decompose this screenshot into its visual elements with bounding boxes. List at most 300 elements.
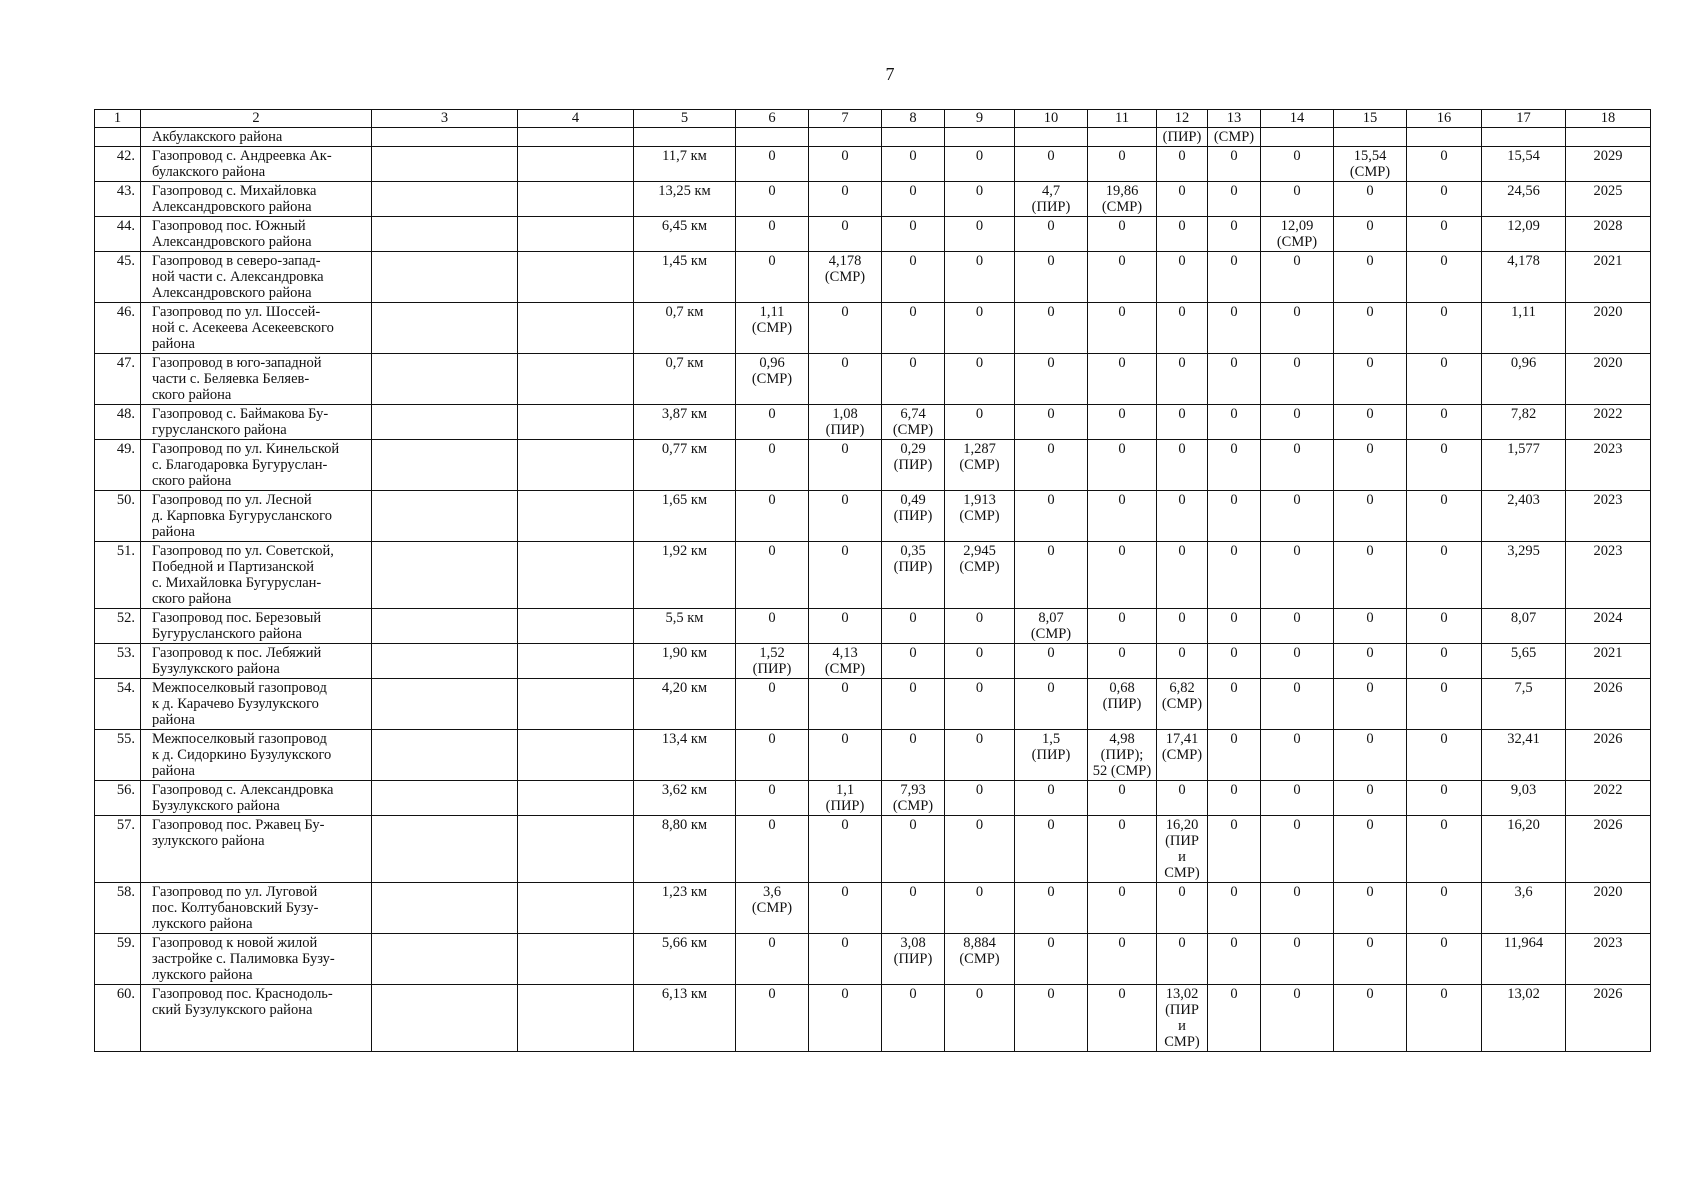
col-14-cell-text: 0	[1293, 304, 1301, 320]
col-10-cell-text: 0	[1047, 645, 1055, 661]
col-9-cell-text: 0	[975, 304, 984, 320]
object-name-cell	[141, 985, 372, 1052]
col-10-cell	[1015, 405, 1088, 440]
col-13-cell	[1208, 730, 1261, 781]
col-12-cell-text: 0	[1178, 441, 1186, 457]
empty-cell	[372, 985, 518, 1052]
col-12-cell	[1157, 128, 1208, 147]
col-10-cell	[1015, 883, 1088, 934]
object-name-cell-text: Газопровод к пос. Лебяжий Бузулукского района	[152, 645, 322, 677]
col-12-cell-text: 6,82 (СМР)	[1161, 680, 1203, 712]
col-13-cell	[1208, 679, 1261, 730]
object-name-cell	[141, 679, 372, 730]
col-17-cell	[1482, 147, 1566, 182]
col-16-cell	[1407, 730, 1482, 781]
col-10-cell-text: 0	[1047, 543, 1055, 559]
col-17-cell	[1482, 934, 1566, 985]
col-7-cell-text: 1,1 (ПИР)	[825, 782, 865, 814]
col-16-cell	[1407, 182, 1482, 217]
column-number-row	[95, 110, 1651, 128]
col-16-cell	[1407, 303, 1482, 354]
col-11-cell-text: 0	[1118, 441, 1126, 457]
col-18-cell-text: 2025	[1593, 183, 1623, 199]
col-9-cell-text: 1,287 (СМР)	[959, 441, 1000, 473]
col-7-cell	[809, 816, 882, 883]
col-18-cell	[1566, 883, 1651, 934]
col-14-cell	[1261, 781, 1334, 816]
col-7-cell-text: 0	[841, 610, 849, 626]
col-18-cell-text: 2026	[1593, 731, 1623, 747]
col-15-cell-text: 0	[1366, 253, 1374, 269]
table-row	[95, 252, 1651, 303]
col-16-cell-text: 0	[1440, 148, 1448, 164]
col-9-cell	[945, 491, 1015, 542]
col-9-cell-text: 0	[975, 355, 984, 371]
col-17-cell-text: 7,5	[1514, 680, 1533, 696]
empty-cell	[518, 985, 634, 1052]
col-9-cell	[945, 644, 1015, 679]
col-18-cell	[1566, 440, 1651, 491]
col-16-cell-text: 0	[1440, 782, 1448, 798]
length-cell-text: 3,87 км	[661, 406, 708, 422]
column-header-10: 10	[1015, 110, 1088, 128]
col-15-cell	[1334, 182, 1407, 217]
col-16-cell-text: 0	[1440, 492, 1448, 508]
row-number-cell-text: 48.	[116, 406, 135, 422]
col-17-cell-text: 4,178	[1507, 253, 1540, 269]
col-11-cell-text: 0	[1118, 148, 1126, 164]
col-18-cell-text: 2026	[1593, 986, 1623, 1002]
col-7-cell-text: 0	[841, 986, 849, 1002]
col-6-cell	[736, 182, 809, 217]
col-16-cell	[1407, 440, 1482, 491]
col-15-cell-text: 0	[1366, 183, 1374, 199]
empty-cell	[372, 609, 518, 644]
col-6-cell-text: 0	[768, 610, 776, 626]
col-17-cell	[1482, 679, 1566, 730]
col-13-cell-text: 0	[1230, 355, 1238, 371]
empty-cell	[1088, 128, 1157, 147]
col-9-cell-text: 0	[975, 406, 984, 422]
col-12-cell-text: 0	[1178, 148, 1186, 164]
col-10-cell	[1015, 730, 1088, 781]
col-10-cell-text: 4,7 (ПИР)	[1031, 183, 1071, 215]
col-13-cell	[1208, 644, 1261, 679]
col-14-cell-text: 0	[1293, 884, 1301, 900]
col-12-cell	[1157, 781, 1208, 816]
col-11-cell-text: 19,86 (СМР)	[1101, 183, 1143, 215]
col-17-cell-text: 5,65	[1510, 645, 1537, 661]
length-cell	[634, 147, 736, 182]
col-12-cell	[1157, 679, 1208, 730]
col-17-cell-text: 3,295	[1507, 543, 1540, 559]
col-18-cell	[1566, 730, 1651, 781]
col-6-cell	[736, 644, 809, 679]
col-8-cell-text: 3,08 (ПИР)	[893, 935, 933, 967]
col-10-cell-text: 0	[1047, 935, 1055, 951]
col-14-cell-text: 0	[1293, 817, 1301, 833]
row-number-cell-text: 51.	[116, 543, 135, 559]
col-13-cell-text: (СМР)	[1213, 129, 1255, 145]
col-18-cell	[1566, 816, 1651, 883]
row-number-cell	[95, 883, 141, 934]
col-16-cell	[1407, 354, 1482, 405]
col-17-cell-text: 12,09	[1507, 218, 1540, 234]
col-10-cell	[1015, 217, 1088, 252]
col-13-cell-text: 0	[1230, 148, 1238, 164]
col-11-cell	[1088, 883, 1157, 934]
col-10-cell-text: 0	[1047, 441, 1055, 457]
col-6-cell-text: 0	[768, 731, 776, 747]
col-15-cell-text: 0	[1366, 645, 1374, 661]
col-14-cell-text: 0	[1293, 406, 1301, 422]
col-14-cell	[1261, 354, 1334, 405]
col-8-cell-text: 0,29 (ПИР)	[893, 441, 933, 473]
col-12-cell	[1157, 405, 1208, 440]
col-7-cell-text: 0	[841, 148, 849, 164]
table-row	[95, 217, 1651, 252]
col-14-cell	[1261, 217, 1334, 252]
col-15-cell	[1334, 252, 1407, 303]
col-11-cell-text: 0	[1118, 935, 1126, 951]
row-number-cell-text: 53.	[116, 645, 135, 661]
col-17-cell	[1482, 730, 1566, 781]
col-16-cell	[1407, 542, 1482, 609]
col-7-cell-text: 4,178 (СМР)	[824, 253, 866, 285]
object-name-cell-text: Газопровод по ул. Советской, Победной и Партизанской с. Михайловка Бугуруслан- ского района	[152, 543, 334, 607]
row-number-cell-text: 47.	[116, 355, 135, 371]
col-14-cell	[1261, 491, 1334, 542]
col-13-cell	[1208, 217, 1261, 252]
col-6-cell	[736, 491, 809, 542]
column-header-13: 13	[1208, 110, 1261, 128]
empty-cell	[634, 128, 736, 147]
col-11-cell-text: 0	[1118, 884, 1126, 900]
length-cell	[634, 440, 736, 491]
col-7-cell	[809, 730, 882, 781]
col-15-cell-text: 0	[1366, 817, 1374, 833]
col-13-cell	[1208, 303, 1261, 354]
col-8-cell-text: 0,35 (ПИР)	[893, 543, 933, 575]
col-6-cell	[736, 440, 809, 491]
length-cell-text: 6,13 км	[661, 986, 708, 1002]
col-6-cell-text: 0	[768, 406, 776, 422]
empty-cell	[372, 883, 518, 934]
col-13-cell-text: 0	[1230, 253, 1238, 269]
length-cell-text: 4,20 км	[661, 680, 708, 696]
col-10-cell-text: 0	[1047, 986, 1055, 1002]
col-18-cell	[1566, 934, 1651, 985]
col-9-cell	[945, 609, 1015, 644]
col-13-cell-text: 0	[1230, 935, 1238, 951]
row-number-cell-text: 52.	[116, 610, 135, 626]
col-15-cell	[1334, 147, 1407, 182]
empty-cell	[372, 816, 518, 883]
col-9-cell	[945, 883, 1015, 934]
col-11-cell	[1088, 781, 1157, 816]
col-6-cell-text: 0	[768, 253, 776, 269]
col-9-cell	[945, 542, 1015, 609]
col-14-cell-text: 0	[1293, 543, 1301, 559]
col-12-cell-text: 0	[1178, 253, 1186, 269]
col-15-cell	[1334, 883, 1407, 934]
col-10-cell	[1015, 542, 1088, 609]
object-name-cell	[141, 491, 372, 542]
object-name-cell	[141, 644, 372, 679]
col-12-cell	[1157, 182, 1208, 217]
empty-cell	[1407, 128, 1482, 147]
col-11-cell	[1088, 609, 1157, 644]
object-name-cell	[141, 217, 372, 252]
table-row	[95, 934, 1651, 985]
column-header-1: 1	[95, 110, 141, 128]
col-11-cell-text: 0,68 (ПИР)	[1102, 680, 1142, 712]
col-9-cell	[945, 303, 1015, 354]
col-12-cell	[1157, 883, 1208, 934]
column-header-9: 9	[945, 110, 1015, 128]
empty-cell	[372, 128, 518, 147]
page-number: 7	[885, 64, 895, 84]
col-12-cell-text: 0	[1178, 183, 1186, 199]
length-cell-text: 11,7 км	[662, 148, 707, 164]
length-cell-text: 1,45 км	[661, 253, 708, 269]
col-17-cell	[1482, 542, 1566, 609]
col-18-cell-text: 2021	[1593, 645, 1623, 661]
col-8-cell	[882, 440, 945, 491]
object-name-cell	[141, 354, 372, 405]
row-number-cell	[95, 679, 141, 730]
col-16-cell-text: 0	[1440, 543, 1448, 559]
length-cell-text: 3,62 км	[661, 782, 708, 798]
col-8-cell-text: 0	[909, 183, 917, 199]
col-15-cell	[1334, 730, 1407, 781]
empty-cell	[372, 440, 518, 491]
col-8-cell	[882, 252, 945, 303]
object-name-cell-text: Акбулакского района	[152, 129, 283, 145]
col-10-cell-text: 0	[1047, 253, 1055, 269]
col-15-cell-text: 0	[1366, 731, 1374, 747]
col-10-cell	[1015, 679, 1088, 730]
col-11-cell-text: 0	[1118, 253, 1126, 269]
col-12-cell	[1157, 252, 1208, 303]
col-15-cell	[1334, 491, 1407, 542]
continuation-row	[95, 128, 1651, 147]
length-cell	[634, 781, 736, 816]
row-number-cell-text: 45.	[116, 253, 135, 269]
col-13-cell	[1208, 542, 1261, 609]
col-9-cell	[945, 252, 1015, 303]
col-18-cell-text: 2023	[1593, 441, 1623, 457]
col-6-cell-text: 0	[768, 492, 776, 508]
col-16-cell	[1407, 609, 1482, 644]
col-12-cell	[1157, 609, 1208, 644]
column-header-8: 8	[882, 110, 945, 128]
row-number-cell	[95, 252, 141, 303]
row-number-cell	[95, 644, 141, 679]
col-11-cell-text: 0	[1118, 304, 1126, 320]
col-18-cell-text: 2028	[1593, 218, 1623, 234]
col-16-cell	[1407, 883, 1482, 934]
col-16-cell-text: 0	[1440, 406, 1448, 422]
length-cell-text: 1,90 км	[661, 645, 708, 661]
empty-cell	[372, 934, 518, 985]
col-14-cell	[1261, 405, 1334, 440]
col-11-cell-text: 0	[1118, 986, 1126, 1002]
col-8-cell	[882, 542, 945, 609]
col-16-cell	[1407, 644, 1482, 679]
empty-cell	[882, 128, 945, 147]
col-10-cell-text: 0	[1047, 355, 1055, 371]
col-14-cell	[1261, 644, 1334, 679]
col-12-cell-text: 16,20 (ПИР и СМР)	[1164, 817, 1200, 881]
col-7-cell	[809, 883, 882, 934]
col-7-cell-text: 0	[841, 183, 849, 199]
col-11-cell	[1088, 985, 1157, 1052]
col-18-cell-text: 2020	[1593, 884, 1623, 900]
col-15-cell	[1334, 542, 1407, 609]
col-8-cell	[882, 217, 945, 252]
col-8-cell-text: 6,74 (СМР)	[892, 406, 934, 438]
col-16-cell-text: 0	[1440, 680, 1448, 696]
col-8-cell	[882, 303, 945, 354]
object-name-cell-text: Газопровод с. Андреевка Ак- булакского района	[152, 148, 332, 180]
col-17-cell-text: 15,54	[1507, 148, 1540, 164]
col-8-cell-text: 0,49 (ПИР)	[893, 492, 933, 524]
col-15-cell-text: 0	[1366, 441, 1374, 457]
col-9-cell-text: 0	[975, 645, 984, 661]
empty-cell	[372, 730, 518, 781]
col-8-cell-text: 0	[909, 304, 917, 320]
col-15-cell	[1334, 816, 1407, 883]
row-number-cell-text: 46.	[116, 304, 135, 320]
object-name-cell-text: Межпоселковый газопровод к д. Сидоркино Бузулукского района	[152, 731, 332, 779]
col-16-cell-text: 0	[1440, 304, 1448, 320]
col-15-cell	[1334, 644, 1407, 679]
col-18-cell-text: 2023	[1593, 543, 1623, 559]
object-name-cell-text: Газопровод с. Александровка Бузулукского района	[152, 782, 334, 814]
col-16-cell	[1407, 252, 1482, 303]
col-10-cell-text: 0	[1047, 884, 1055, 900]
col-10-cell-text: 0	[1047, 680, 1055, 696]
col-7-cell-text: 0	[841, 884, 849, 900]
gas-pipeline-table	[94, 109, 1651, 1052]
col-10-cell-text: 8,07 (СМР)	[1030, 610, 1072, 642]
col-10-cell	[1015, 644, 1088, 679]
col-9-cell	[945, 934, 1015, 985]
col-14-cell	[1261, 542, 1334, 609]
col-18-cell-text: 2026	[1593, 680, 1623, 696]
col-15-cell	[1334, 781, 1407, 816]
col-18-cell	[1566, 491, 1651, 542]
length-cell-text: 13,4 км	[661, 731, 708, 747]
col-17-cell-text: 1,11	[1511, 304, 1536, 320]
col-13-cell-text: 0	[1230, 543, 1238, 559]
col-6-cell-text: 0	[768, 441, 776, 457]
col-6-cell-text: 0	[768, 986, 776, 1002]
col-17-cell-text: 7,82	[1510, 406, 1537, 422]
col-6-cell-text: 3,6 (СМР)	[751, 884, 793, 916]
col-14-cell	[1261, 985, 1334, 1052]
empty-cell	[518, 217, 634, 252]
col-15-cell-text: 0	[1366, 492, 1374, 508]
col-12-cell	[1157, 934, 1208, 985]
length-cell-text: 1,23 км	[661, 884, 708, 900]
col-17-cell	[1482, 252, 1566, 303]
col-11-cell	[1088, 252, 1157, 303]
length-cell-text: 1,65 км	[661, 492, 708, 508]
col-6-cell	[736, 781, 809, 816]
col-18-cell	[1566, 679, 1651, 730]
object-name-cell	[141, 816, 372, 883]
column-header-16: 16	[1407, 110, 1482, 128]
col-7-cell	[809, 217, 882, 252]
col-18-cell	[1566, 147, 1651, 182]
col-14-cell	[1261, 679, 1334, 730]
table-row	[95, 644, 1651, 679]
row-number-cell-text: 54.	[116, 680, 135, 696]
length-cell	[634, 883, 736, 934]
col-12-cell	[1157, 217, 1208, 252]
col-9-cell-text: 2,945 (СМР)	[959, 543, 1000, 575]
empty-cell	[518, 147, 634, 182]
col-10-cell-text: 0	[1047, 492, 1055, 508]
empty-cell	[518, 730, 634, 781]
col-7-cell-text: 0	[841, 218, 849, 234]
length-cell	[634, 816, 736, 883]
row-number-cell	[95, 491, 141, 542]
column-header-12: 12	[1157, 110, 1208, 128]
col-8-cell-text: 0	[909, 884, 917, 900]
col-16-cell-text: 0	[1440, 645, 1448, 661]
object-name-cell-text: Газопровод с. Михайловка Александровского района	[152, 183, 317, 215]
col-16-cell	[1407, 934, 1482, 985]
col-18-cell-text: 2022	[1593, 406, 1623, 422]
col-11-cell	[1088, 303, 1157, 354]
col-15-cell	[1334, 440, 1407, 491]
column-header-4: 4	[518, 110, 634, 128]
col-15-cell-text: 0	[1366, 304, 1374, 320]
col-13-cell-text: 0	[1230, 645, 1238, 661]
col-13-cell	[1208, 147, 1261, 182]
col-8-cell-text: 0	[909, 610, 917, 626]
col-7-cell-text: 0	[841, 304, 849, 320]
empty-cell	[372, 252, 518, 303]
col-7-cell	[809, 934, 882, 985]
col-6-cell-text: 0	[768, 817, 776, 833]
empty-cell	[372, 781, 518, 816]
col-12-cell-text: 13,02 (ПИР и СМР)	[1164, 986, 1200, 1050]
row-number-cell	[95, 609, 141, 644]
col-14-cell-text: 0	[1293, 610, 1301, 626]
row-number-cell-text: 44.	[116, 218, 135, 234]
length-cell	[634, 252, 736, 303]
table-row	[95, 816, 1651, 883]
column-header-14: 14	[1261, 110, 1334, 128]
object-name-cell-text: Газопровод в юго-западной части с. Беляевка Беляев- ского района	[152, 355, 322, 403]
empty-cell	[372, 354, 518, 405]
col-9-cell-text: 0	[975, 253, 984, 269]
object-name-cell-text: Газопровод с. Баймакова Бу- гурусланского района	[152, 406, 329, 438]
col-7-cell-text: 0	[841, 680, 849, 696]
row-number-cell-text: 58.	[116, 884, 135, 900]
col-6-cell-text: 0	[768, 148, 776, 164]
col-13-cell-text: 0	[1230, 782, 1238, 798]
col-13-cell-text: 0	[1230, 986, 1238, 1002]
table-row	[95, 985, 1651, 1052]
col-6-cell-text: 1,52 (ПИР)	[752, 645, 792, 677]
empty-cell	[372, 491, 518, 542]
table-row	[95, 609, 1651, 644]
